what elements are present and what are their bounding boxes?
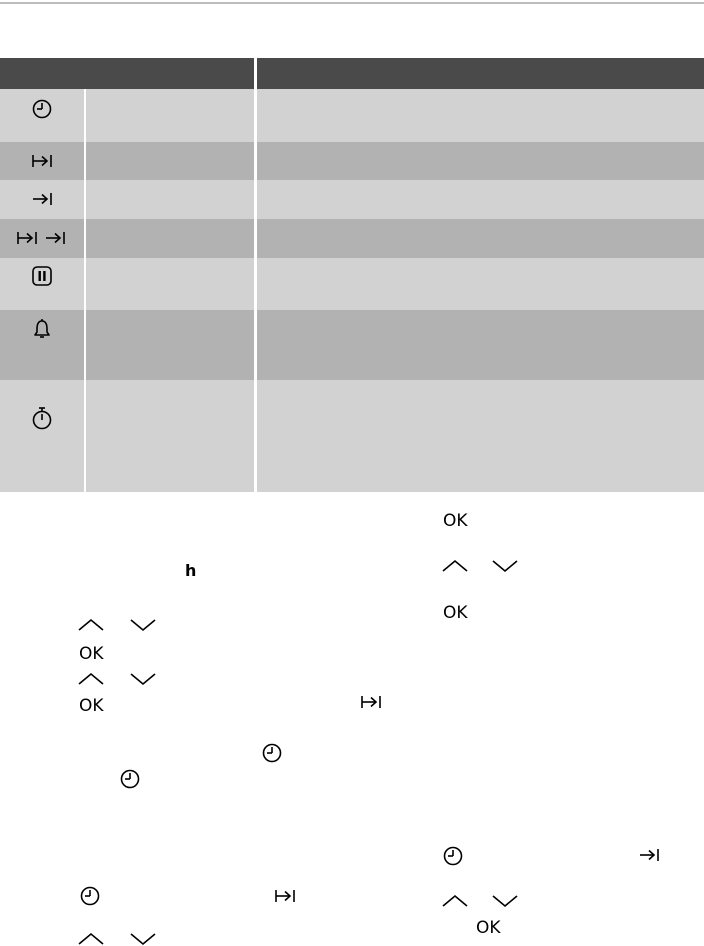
arrow-up-icon	[78, 932, 104, 946]
top-rule	[0, 2, 704, 4]
ok-button-label: OK	[79, 644, 104, 664]
duration-icon	[360, 694, 382, 710]
ok-button-label: OK	[79, 696, 104, 716]
hour-letter: h	[185, 561, 197, 580]
clock-icon	[0, 98, 84, 120]
table-row-duration-end	[0, 219, 704, 258]
ok-button-label: OK	[443, 511, 468, 531]
arrow-up-icon	[442, 559, 468, 573]
stopwatch-icon	[0, 406, 84, 430]
arrow-up-icon	[78, 672, 104, 686]
arrow-down-icon	[130, 932, 156, 946]
table-row-stopwatch	[0, 380, 704, 492]
header-divider	[254, 58, 257, 89]
function-table	[0, 58, 704, 492]
table-row-clock	[0, 89, 704, 142]
duration-icon	[274, 888, 296, 904]
table-row-bell	[0, 310, 704, 380]
end-time-icon	[638, 847, 660, 863]
ok-button-label: OK	[476, 918, 501, 938]
end-time-icon	[0, 191, 84, 207]
clock-icon	[79, 885, 101, 907]
clock-icon	[119, 768, 141, 790]
table-row-pause	[0, 258, 704, 310]
arrow-up-icon	[442, 894, 468, 908]
ok-button-label: OK	[443, 603, 468, 623]
pause-icon	[0, 265, 84, 287]
arrow-down-icon	[130, 672, 156, 686]
clock-icon	[261, 742, 283, 764]
arrow-down-icon	[130, 618, 156, 632]
clock-icon	[442, 845, 464, 867]
duration-end-icon	[0, 230, 84, 246]
arrow-down-icon	[492, 559, 518, 573]
table-header	[0, 58, 704, 89]
duration-icon	[0, 153, 84, 169]
bell-icon	[0, 318, 84, 340]
column-divider-1	[84, 89, 86, 492]
column-divider-2	[254, 89, 257, 492]
table-row-end	[0, 180, 704, 219]
arrow-up-icon	[78, 618, 104, 632]
table-row-duration	[0, 142, 704, 180]
arrow-down-icon	[492, 894, 518, 908]
